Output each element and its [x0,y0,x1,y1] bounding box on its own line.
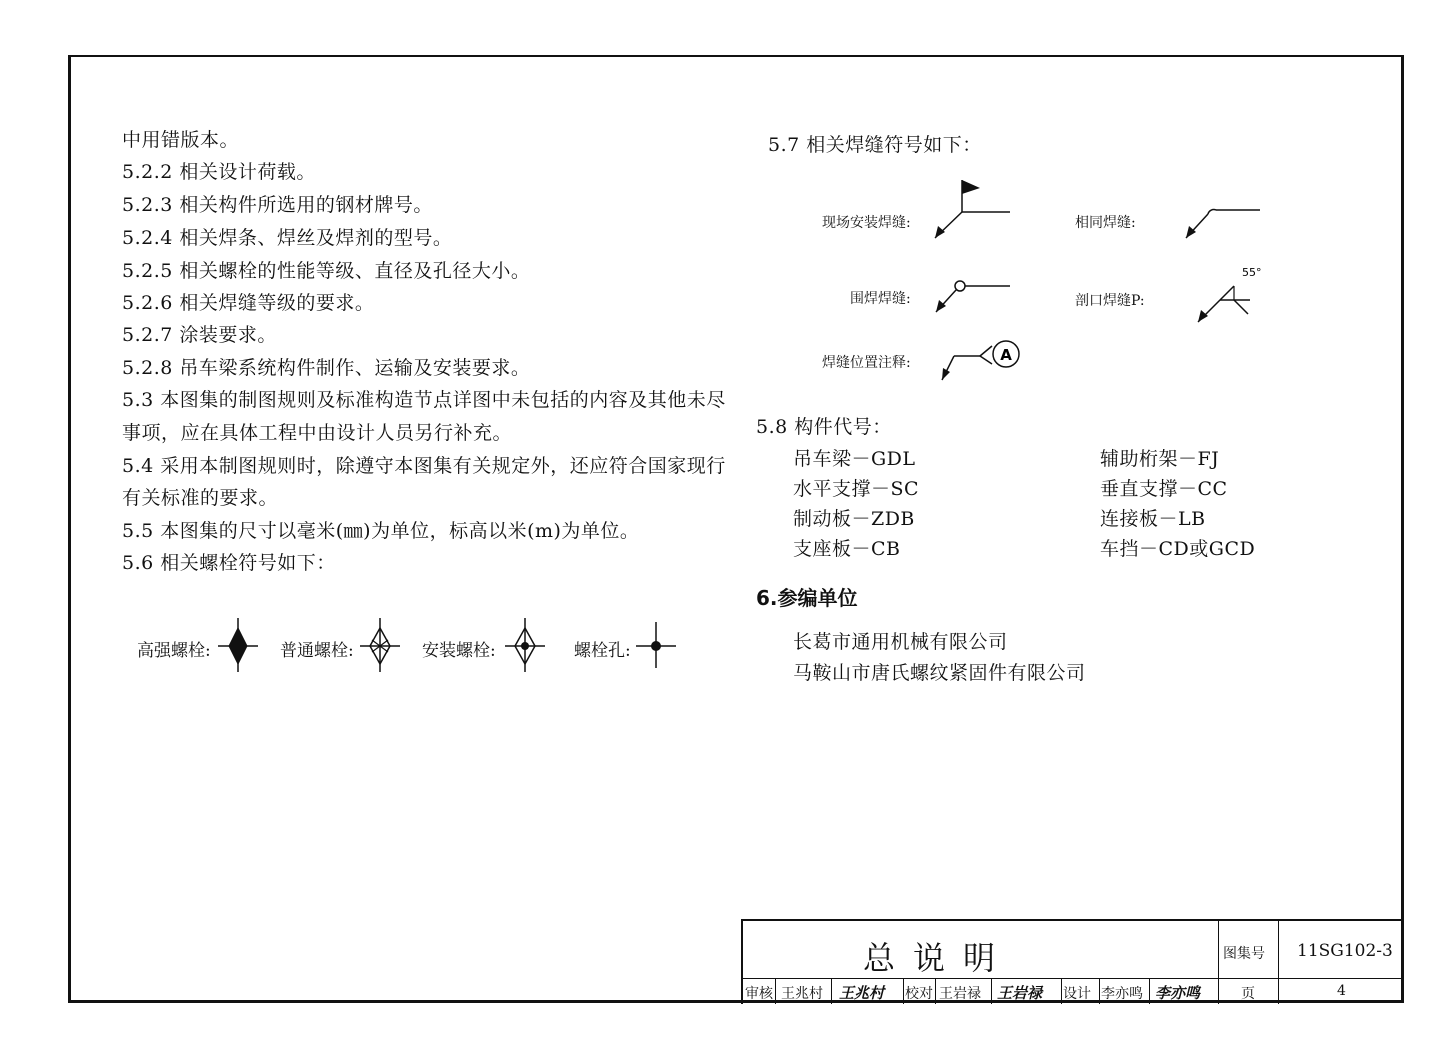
text-line: 5.3 本图集的制图规则及标准构造节点详图中未包括的内容及其他未尽 [122,389,726,411]
field-weld-icon [930,176,1020,246]
codes-heading: 5.8 构件代号： [756,416,892,438]
title-block-vline [1278,921,1279,1004]
text-line: 5.2.8 吊车梁系统构件制作、运输及安装要求。 [122,357,531,379]
bolt-label: 普通螺栓: [280,641,354,661]
title-block [741,919,1401,1004]
text-line: 5.5 本图集的尺寸以毫米(㎜)为单位，标高以米(m)为单位。 [122,520,640,542]
check-label: 校对 [905,986,933,1002]
page-number: 4 [1337,983,1346,999]
text-line: 5.2.7 涂装要求。 [122,324,277,346]
bolt-label: 安装螺栓: [422,641,496,661]
page-label: 页 [1241,986,1255,1002]
title-block-vline [1061,978,1062,1004]
weld-heading: 5.7 相关焊缝符号如下： [768,134,982,156]
text-line: 5.2.3 相关构件所选用的钢材牌号。 [122,194,433,216]
code-item: 水平支撑－SC [793,478,920,500]
title-block-vline [991,978,992,1004]
high-strength-bolt-icon [218,616,258,674]
code-item: 吊车梁－GDL [793,448,916,470]
text-line: 5.2.4 相关焊条、焊丝及焊剂的型号。 [122,227,453,249]
weld-label: 焊缝位置注释: [822,355,911,371]
participants-heading: 6.参编单位 [756,586,858,610]
weld-label: 剖口焊缝P: [1075,293,1145,309]
code-item: 制动板－ZDB [793,508,915,530]
design-label: 设计 [1063,986,1091,1002]
text-line: 事项，应在具体工程中由设计人员另行补充。 [122,422,513,444]
title-block-vline [831,978,832,1004]
bolt-label: 螺栓孔: [574,641,631,661]
title-block-vline [935,978,936,1004]
review-label: 审核 [745,986,773,1002]
checker-signature: 王岩禄 [997,984,1043,1002]
text-line: 有关标准的要求。 [122,487,279,509]
title-block-vline [1218,921,1219,1004]
text-line: 5.2.2 相关设计荷载。 [122,161,316,183]
code-item: 辅助桁架－FJ [1100,448,1220,470]
text-line: 5.2.5 相关螺栓的性能等级、直径及孔径大小。 [122,260,531,282]
atlas-number: 11SG102-3 [1297,941,1393,961]
code-item: 支座板－CB [793,538,901,560]
text-line: 5.4 采用本制图规则时，除遵守本图集有关规定外，还应符合国家现行 [122,455,726,477]
code-item: 车挡－CD或GCD [1100,538,1256,560]
title-block-vline [1149,978,1150,1004]
text-line: 5.6 相关螺栓符号如下： [122,552,336,574]
title-block-vline [1099,978,1100,1004]
code-item: 垂直支撑－CC [1100,478,1228,500]
groove-weld-icon [1190,262,1270,328]
weld-label: 相同焊缝: [1075,215,1136,231]
weld-label: 围焊焊缝: [850,291,911,307]
around-weld-icon [930,272,1020,322]
code-item: 连接板－LB [1100,508,1206,530]
bolt-label: 高强螺栓: [137,641,211,661]
bolt-hole-icon [636,620,676,670]
designer-name: 李亦鸣 [1101,986,1143,1002]
title-block-divider [743,978,1401,979]
reviewer-signature: 王兆村 [839,984,885,1002]
reviewer-name: 王兆村 [781,986,823,1002]
weld-label: 现场安装焊缝: [822,215,911,231]
ordinary-bolt-icon [360,616,400,674]
participant-item: 马鞍山市唐氏螺纹紧固件有限公司 [793,662,1086,684]
text-line: 中用错版本。 [122,129,240,151]
atlas-label: 图集号 [1223,946,1265,962]
participant-item: 长葛市通用机械有限公司 [793,631,1008,653]
text-line: 5.2.6 相关焊缝等级的要求。 [122,292,375,314]
checker-name: 王岩禄 [939,986,981,1002]
title-block-vline [903,978,904,1004]
drawing-title: 总说明 [863,939,1014,977]
position-mark: A [1000,346,1012,364]
groove-angle-label: 55° [1242,266,1262,279]
weld-position-icon [936,332,1026,386]
title-block-vline [775,978,776,1004]
designer-signature: 李亦鸣 [1155,984,1201,1002]
same-weld-icon [1180,196,1270,246]
erection-bolt-icon [505,616,545,674]
